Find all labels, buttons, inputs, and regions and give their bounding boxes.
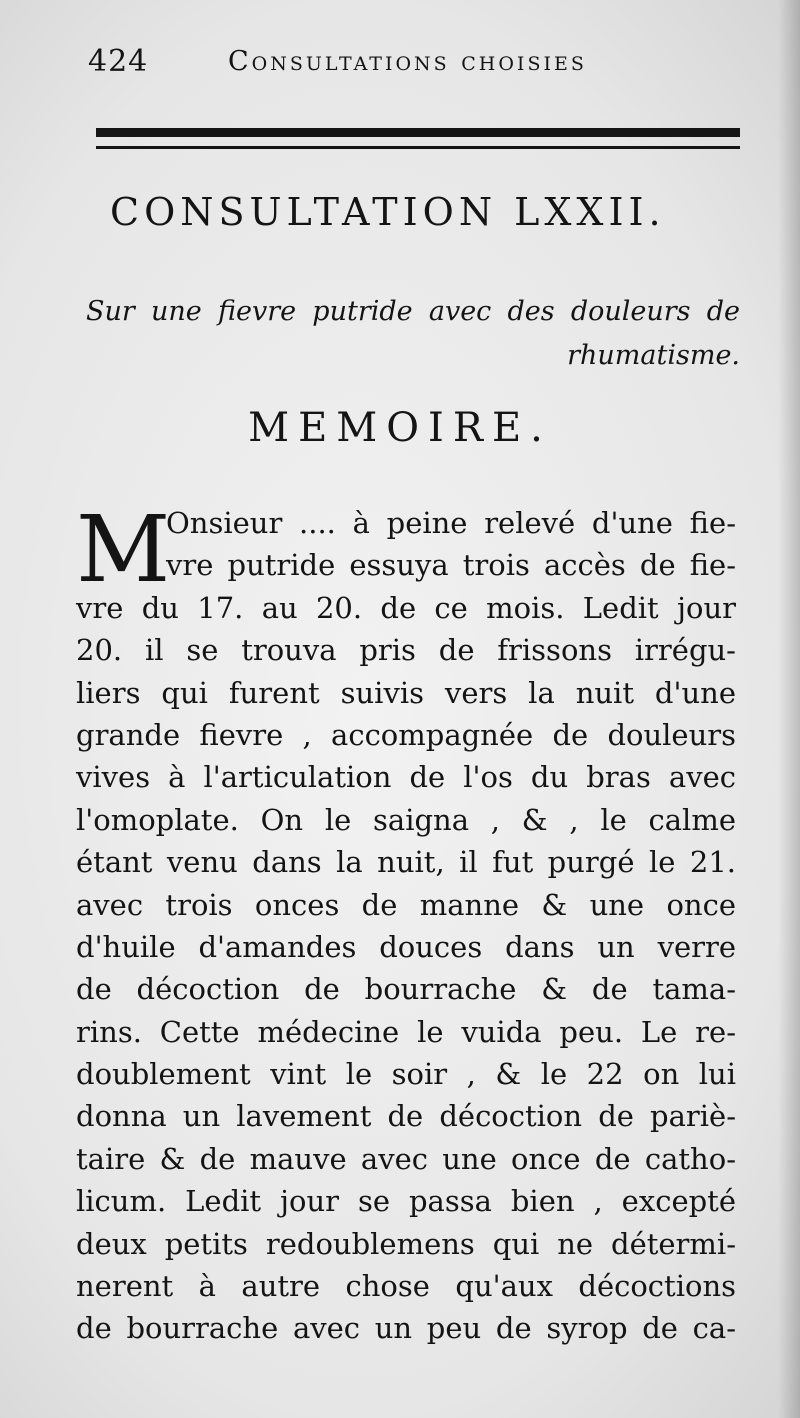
consultation-subtitle: Sur une fievre putride avec des douleurs de rhumatisme. (86, 296, 740, 371)
header-rule-thick (96, 128, 740, 137)
body-line: vives à l'articulation de l'os du bras avec (76, 760, 736, 795)
body-line: grande fievre , accompagnée de douleurs (76, 717, 736, 752)
body-line: l'omoplate. On le saigna , & , le calme (76, 802, 736, 837)
body-line: vre du 17. au 20. de ce mois. Ledit jour (76, 590, 736, 625)
body-line: doublement vint le soir , & le 22 on lui (76, 1057, 736, 1092)
running-header (88, 44, 708, 94)
page-edge-shadow (778, 0, 800, 1418)
body-line: d'huile d'amandes douces dans un verre (76, 929, 736, 964)
body-line: de décoction de bourrache & de tama- (76, 972, 736, 1007)
body-line: nerent à autre chose qu'aux décoctions (76, 1269, 736, 1304)
body-line: liers qui furent suivis vers la nuit d'une (76, 675, 736, 710)
body-line: avec trois onces de manne & une once (76, 887, 736, 922)
body-line: licum. Ledit jour se passa bien , excepté (76, 1184, 736, 1219)
drop-cap: M (76, 496, 171, 603)
body-line: de bourrache avec un peu de syrop de ca- (76, 1311, 736, 1346)
header-rule-thin (96, 146, 740, 149)
body-text (76, 496, 736, 1350)
consultation-title: CONSULTATION LXXII. (110, 190, 666, 234)
running-title: Consultations choisies (228, 46, 587, 77)
body-line: vre putride essuya trois accès de fie- (166, 548, 736, 583)
body-line: rins. Cette médecine le vuida peu. Le re- (76, 1014, 736, 1049)
page-number: 424 (88, 44, 149, 79)
section-heading: MEMOIRE. (248, 405, 552, 451)
body-line: 20. il se trouva pris de frissons irrégu- (76, 633, 736, 668)
body-line: donna un lavement de décoction de pariè- (76, 1099, 736, 1134)
body-line: deux petits redoublemens qui ne détermi- (76, 1226, 736, 1261)
body-line: taire & de mauve avec une once de catho- (76, 1141, 736, 1176)
body-line: Onsieur .... à peine relevé d'une fie- (166, 506, 736, 540)
body-line: étant venu dans la nuit, il fut purgé le 21. (76, 845, 736, 880)
